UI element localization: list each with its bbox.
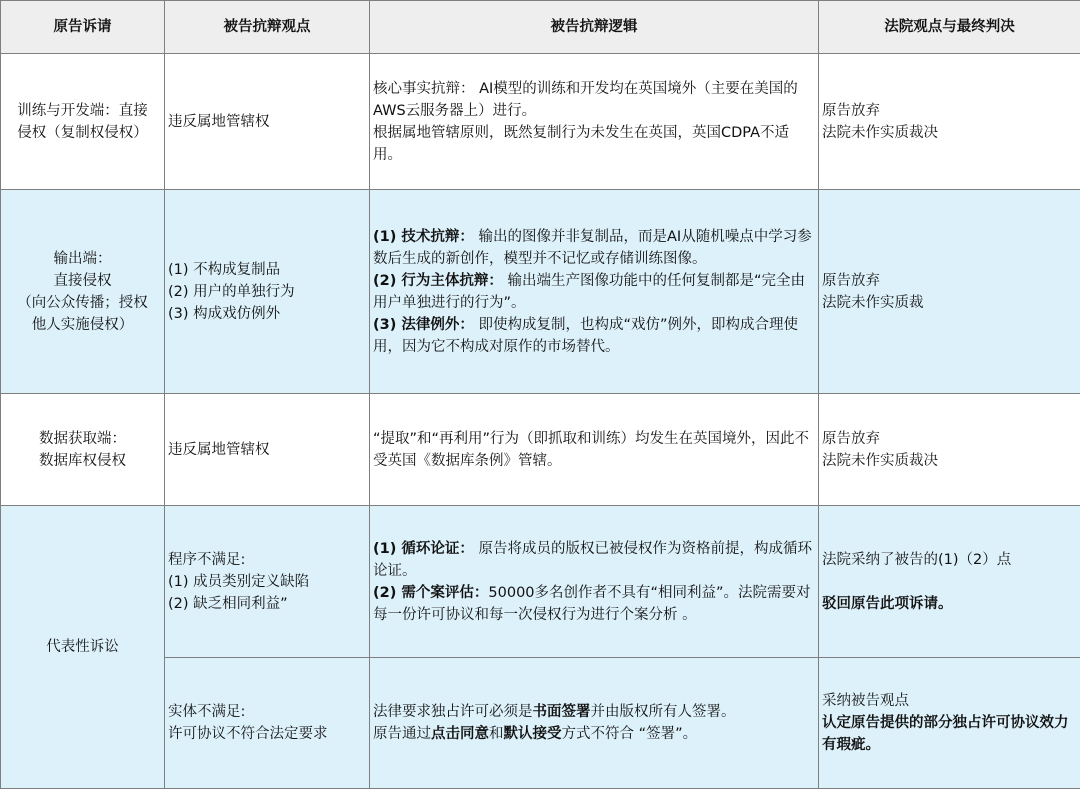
logic-line: 核心事实抗辩： AI模型的训练和开发均在英国境外（主要在美国的AWS云服务器上）进行。 [373,78,815,122]
header-row [1,1,1080,54]
court-cell [819,658,1080,789]
court-cell [819,394,1080,506]
court-line: 原告放弃 [822,100,1077,122]
logic-line: 法律要求独占许可必须是书面签署并由版权所有人签署。 [373,701,815,723]
logic-cell [370,190,819,394]
table-row [1,54,1080,190]
logic-cell [370,394,819,506]
defense-line: (1) 成员类别定义缺陷 [168,571,366,593]
logic-item-label: (3) 法律例外： [373,317,474,333]
defense-line: (2) 缺乏相同利益” [168,593,366,615]
court-cell [819,190,1080,394]
logic-item [373,270,815,314]
defense-line: (3) 构成戏仿例外 [168,303,366,325]
logic-text: “提取”和“再利用”行为（即抓取和训练）均发生在英国境外，因此不受英国《数据库条例》管辖。 [373,431,809,469]
table-row [1,506,1080,658]
court-cell [819,54,1080,190]
defense-cell [165,54,370,190]
defense-cell [165,190,370,394]
claim-cell [1,54,165,190]
defense-cell [165,658,370,789]
logic-line: 原告通过点击同意和默认接受方式不符合 “签署”。 [373,723,815,745]
logic-cell [370,658,819,789]
court-line: 法院未作实质裁决 [822,450,1077,472]
claim-line: 输出端： [4,248,161,270]
court-line: 法院采纳了被告的(1)（2）点 [822,549,1077,571]
logic-item-text: 输出的图像并非复制品，而是AI从随机噪点中学习参数后生成的新创作，模型并不记忆或存储训练图像。 [373,229,812,267]
claim-cell [1,394,165,506]
defense-line: 实体不满足: [168,701,366,723]
defense-text: 违反属地管辖权 [168,114,270,130]
claim-cell [1,506,165,789]
court-verdict: 认定原告提供的部分独占许可协议效力有瑕疵。 [822,712,1077,756]
defense-cell [165,506,370,658]
court-verdict: 驳回原告此项诉请。 [822,593,1077,615]
logic-item [373,314,815,358]
logic-item [373,582,815,626]
logic-line: 根据属地管辖原则，既然复制行为未发生在英国，英国CDPA不适用。 [373,122,815,166]
logic-item-label: (1) 循环论证： [373,541,474,557]
logic-item-text: 输出端生产图像功能中的任何复制都是“完全由用户单独进行的行为”。 [373,273,805,311]
court-line: 法院未作实质裁决 [822,122,1077,144]
claim-text: 代表性诉讼 [46,639,119,655]
claim-line: 训练与开发端：直接 [4,100,161,122]
claim-line: 他人实施侵权） [4,314,161,336]
logic-item-text: 50000多名创作者不具有“相同利益”。法院需要对每一份许可协议和每一次侵权行为进行个案分析 。 [373,585,811,623]
defense-line: (1) 不构成复制品 [168,259,366,281]
logic-cell [370,54,819,190]
logic-item-label: (2) 行为主体抗辩： [373,273,503,289]
logic-item [373,538,815,582]
header-court: 法院观点与最终判决 [819,1,1080,54]
header-logic: 被告抗辩逻辑 [370,1,819,54]
court-line: 原告放弃 [822,270,1077,292]
header-defense: 被告抗辩观点 [165,1,370,54]
claim-cell [1,190,165,394]
table-row [1,190,1080,394]
court-line: 法院未作实质裁 [822,292,1077,314]
header-claim: 原告诉请 [1,1,165,54]
logic-item-label: (2) 需个案评估： [373,585,488,601]
claim-line: 侵权（复制权侵权） [4,122,161,144]
defense-line: 许可协议不符合法定要求 [168,723,366,745]
court-line: 采纳被告观点 [822,690,1077,712]
logic-item-text: 即使构成复制，也构成“戏仿”例外，即构成合理使用，因为它不构成对原作的市场替代。 [373,317,798,355]
claim-line: 数据获取端： [4,428,161,450]
claim-line: 数据库权侵权 [4,450,161,472]
defense-cell [165,394,370,506]
defense-line: (2) 用户的单独行为 [168,281,366,303]
claim-line: （向公众传播；授权 [4,292,161,314]
table-row [1,394,1080,506]
defense-line: 程序不满足: [168,549,366,571]
court-cell [819,506,1080,658]
logic-item [373,226,815,270]
logic-item-text: 原告将成员的版权已被侵权作为资格前提，构成循环论证。 [373,541,812,579]
logic-item-label: (1) 技术抗辩： [373,229,474,245]
logic-cell [370,506,819,658]
defense-text: 违反属地管辖权 [168,442,270,458]
court-line: 原告放弃 [822,428,1077,450]
claim-line: 直接侵权 [4,270,161,292]
